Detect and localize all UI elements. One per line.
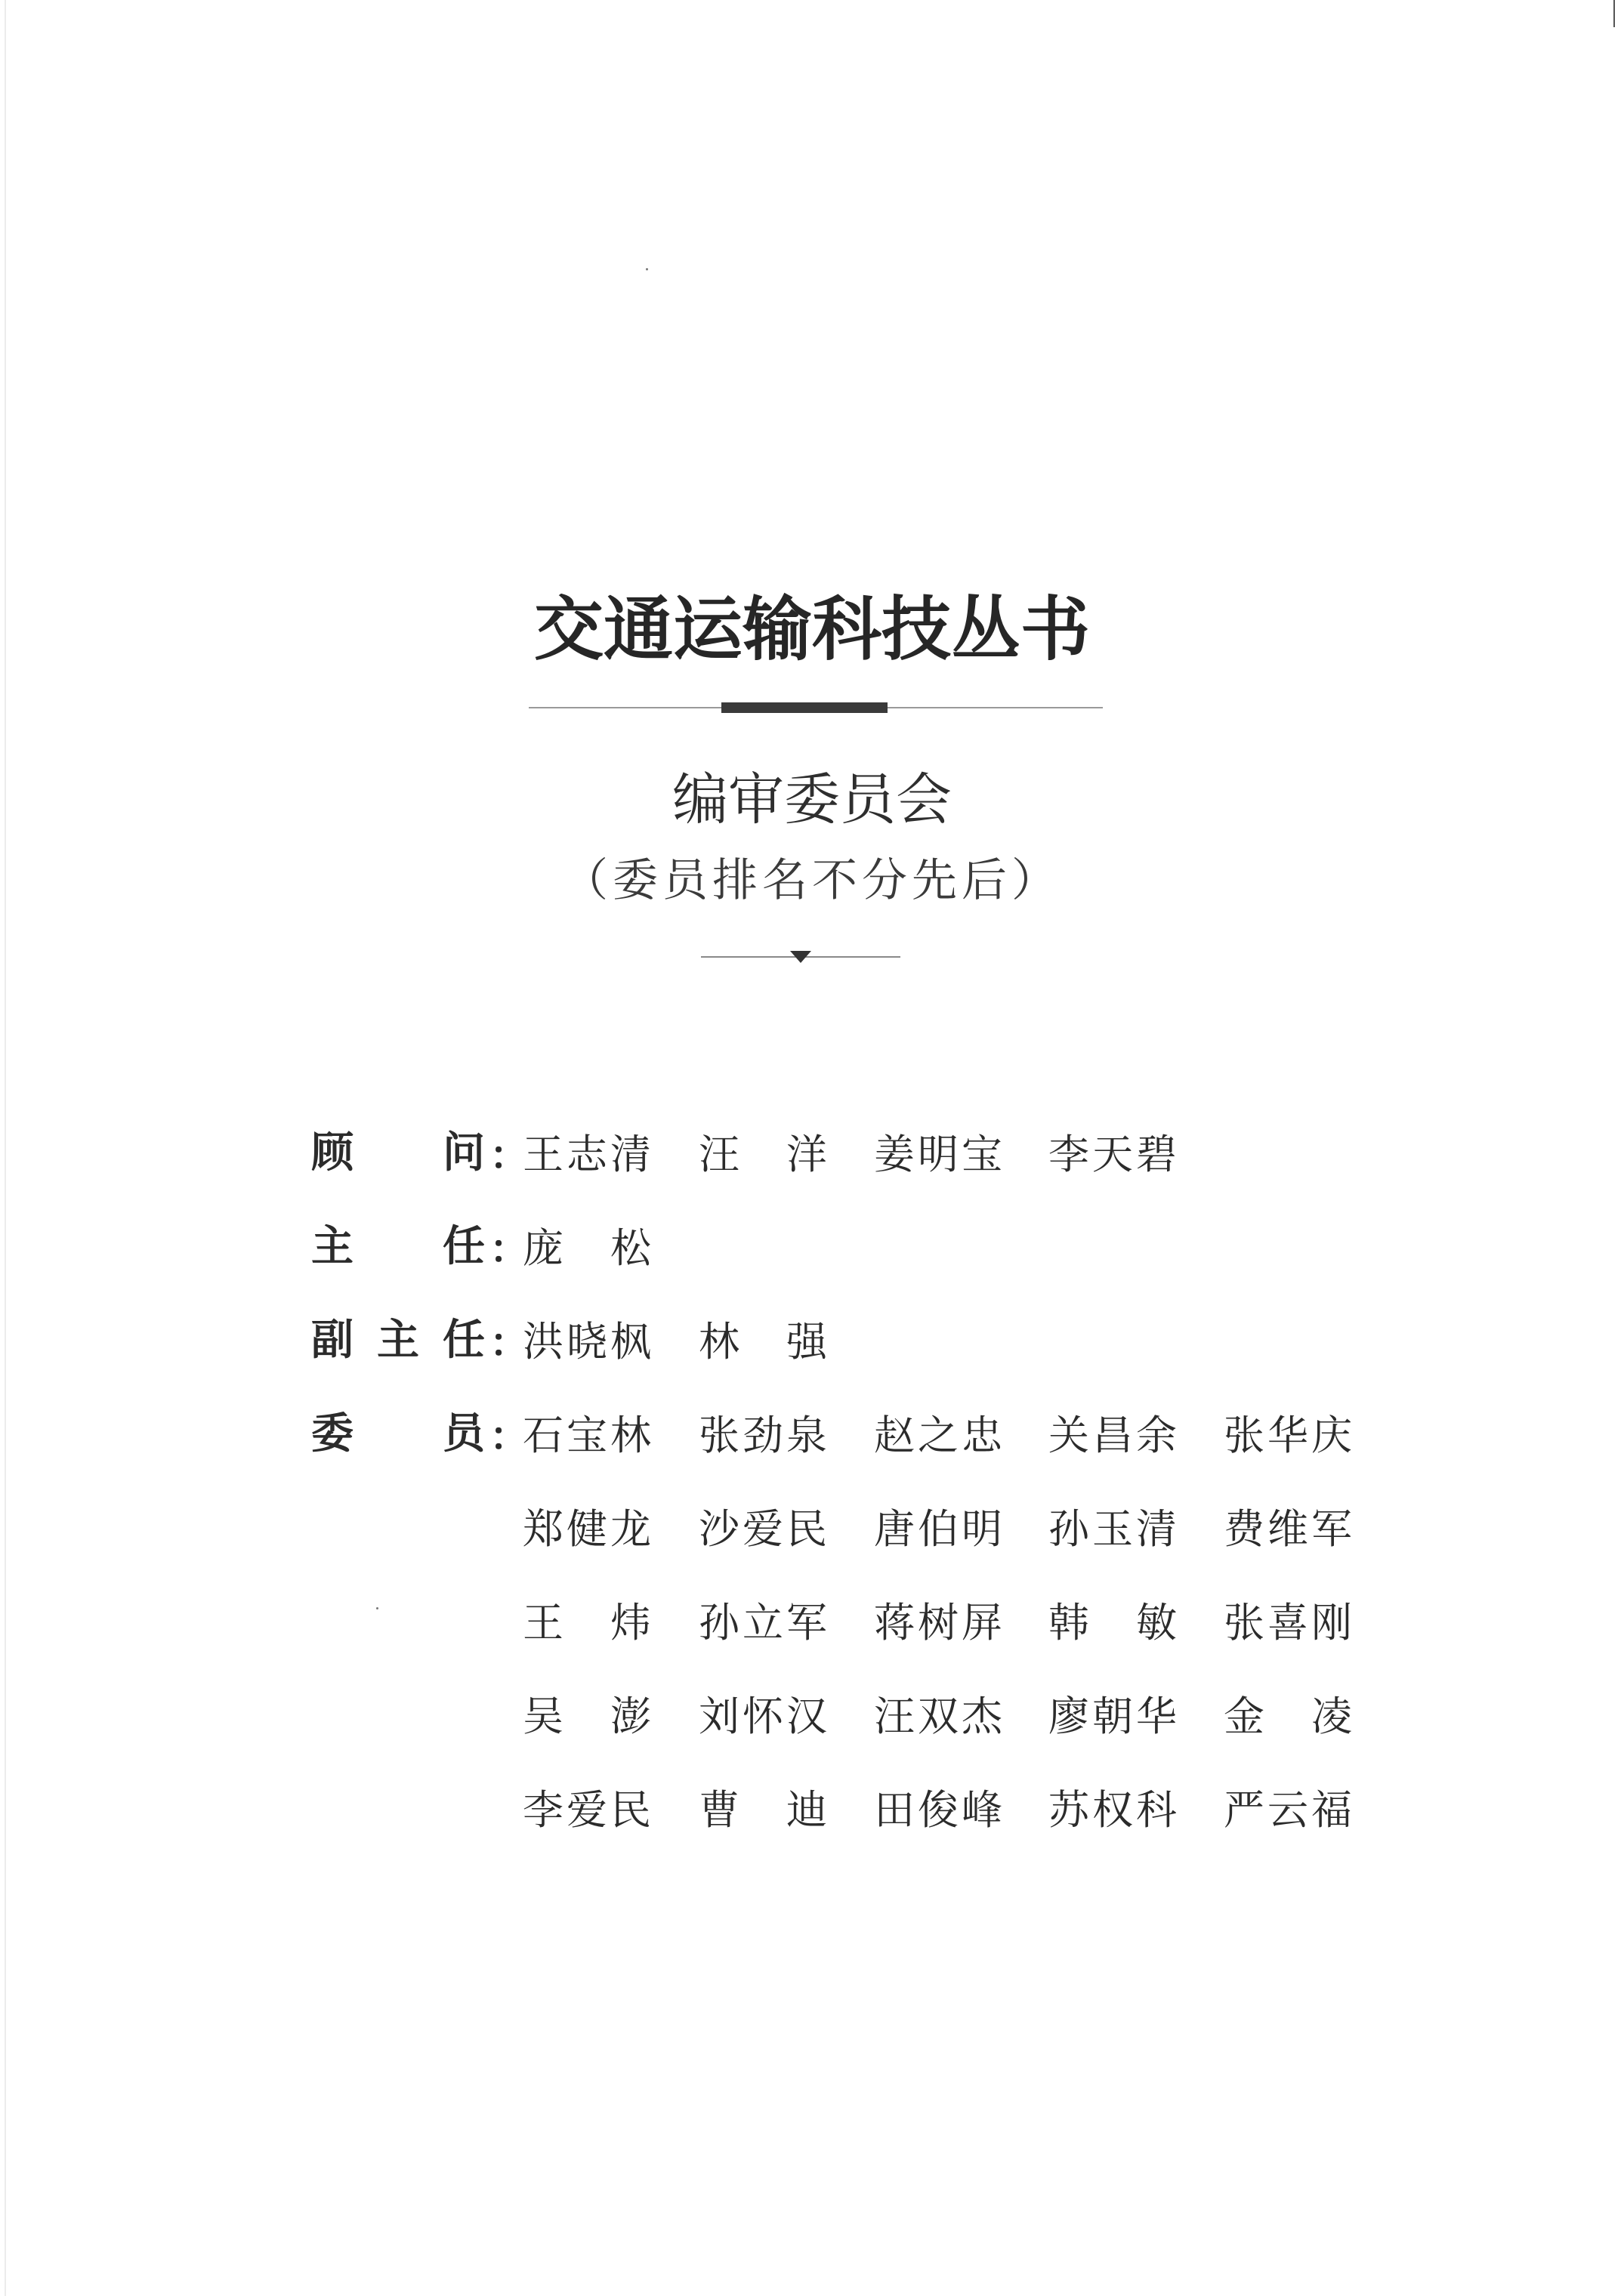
role-colon: ： bbox=[489, 1321, 529, 1366]
role-colon: ： bbox=[489, 1227, 529, 1273]
member-name: 李 爱 民 bbox=[523, 1786, 651, 1834]
member-name: 林 强 bbox=[699, 1318, 827, 1366]
member-name: 金 凌 bbox=[1224, 1693, 1352, 1740]
member-name: 王 志 清 bbox=[523, 1131, 651, 1178]
member-name: 曹 迪 bbox=[699, 1786, 827, 1834]
member-name: 汪 洋 bbox=[699, 1131, 827, 1178]
member-name: 张 喜 刚 bbox=[1224, 1599, 1352, 1646]
member-name: 韩 敏 bbox=[1048, 1599, 1177, 1646]
series-title: 交通运输科技丛书 bbox=[533, 589, 1090, 670]
member-name: 张 华 庆 bbox=[1224, 1412, 1352, 1459]
member-name: 赵 之 忠 bbox=[874, 1412, 1002, 1459]
member-name: 沙 爱 民 bbox=[699, 1505, 827, 1553]
member-name: 刘 怀 汉 bbox=[699, 1693, 827, 1740]
member-name: 费 维 军 bbox=[1224, 1505, 1352, 1553]
member-name: 严 云 福 bbox=[1224, 1786, 1352, 1834]
member-name: 孙 立 军 bbox=[699, 1599, 827, 1646]
page-edge-line bbox=[5, 0, 6, 2296]
member-name: 廖 朝 华 bbox=[1048, 1693, 1177, 1740]
member-name: 庞 松 bbox=[523, 1224, 651, 1272]
member-name: 苏 权 科 bbox=[1048, 1786, 1177, 1834]
member-name: 汪 双 杰 bbox=[874, 1693, 1002, 1740]
role-label: 副 主 任 bbox=[311, 1316, 485, 1365]
title-divider-bar bbox=[721, 702, 888, 713]
corner-mark bbox=[1613, 0, 1615, 27]
member-name: 吴 澎 bbox=[523, 1693, 651, 1740]
role-colon: ： bbox=[489, 1415, 529, 1460]
scan-speck bbox=[646, 268, 648, 270]
member-name: 洪 晓 枫 bbox=[523, 1318, 651, 1366]
scan-speck bbox=[376, 1607, 378, 1609]
member-name: 石 宝 林 bbox=[523, 1412, 651, 1459]
down-triangle-icon bbox=[790, 951, 811, 963]
member-name: 田 俊 峰 bbox=[874, 1786, 1002, 1834]
member-name: 郑 健 龙 bbox=[523, 1505, 651, 1553]
member-name: 张 劲 泉 bbox=[699, 1412, 827, 1459]
role-colon: ： bbox=[489, 1134, 529, 1179]
member-name: 孙 玉 清 bbox=[1048, 1505, 1177, 1553]
role-label: 顾 问 bbox=[311, 1128, 485, 1177]
committee-name: 编审委员会 bbox=[672, 767, 952, 832]
member-name: 姜 明 宝 bbox=[874, 1131, 1002, 1178]
role-label: 委 员 bbox=[311, 1409, 485, 1458]
member-name: 王 炜 bbox=[523, 1599, 651, 1646]
member-name: 唐 伯 明 bbox=[874, 1505, 1002, 1553]
member-name: 关 昌 余 bbox=[1048, 1412, 1177, 1459]
member-name: 李 天 碧 bbox=[1048, 1131, 1177, 1178]
member-name: 蒋 树 屏 bbox=[874, 1599, 1002, 1646]
role-label: 主 任 bbox=[311, 1222, 485, 1271]
ordering-note: （委员排名不分先后） bbox=[563, 854, 1061, 907]
